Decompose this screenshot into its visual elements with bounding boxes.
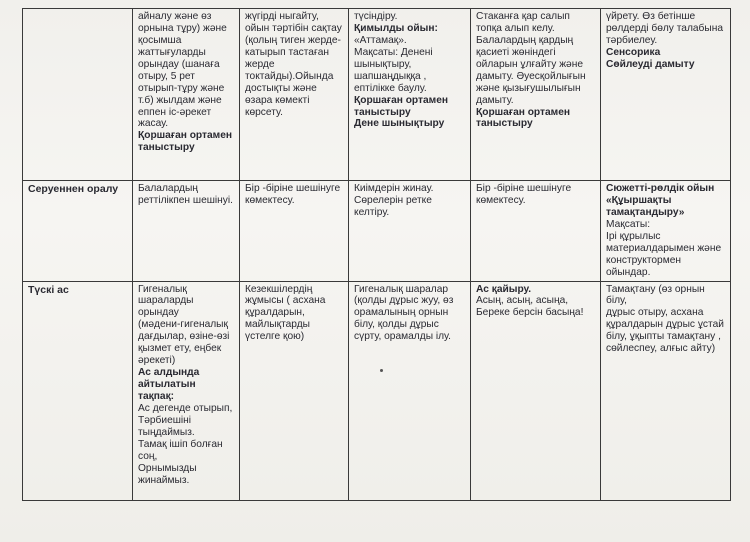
table-cell: Балалардың реттілікпен шешінуі. (133, 181, 240, 282)
table-row (23, 281, 731, 500)
table-cell: Гигеналық шаралар (қолды дұрыс жуу, өз орамалының орнын білу, қолды дұрыс сүрту, орамалды ілу. (349, 281, 471, 500)
table-cell: Бір -біріне шешінуге көмектесу. (240, 181, 349, 282)
ink-dot (380, 369, 383, 372)
table-cell: үйрету. Өз бетінше рөлдерді бөлу талабына тәрбиелеу. Сенсорика Сөйлеуді дамыту (601, 9, 731, 181)
table-cell: Ас қайыру. Асың, асың, асыңа, Береке берсін басыңа! (471, 281, 601, 500)
table-cell: Киімдерін жинау. Сөрелерін ретке келтіру. (349, 181, 471, 282)
table-cell: Стаканға қар салып топқа алып келу. Балалардың қардың қасиеті жөніндегі ойларын ұлғайту және дамыту. Әуесқойлығын және қызығушылығын дамыту. Қоршаған ортамен таныстыру (471, 9, 601, 181)
table-cell: айналу және өз орнына тұру) және қосымша жаттығуларды орындау (шанаға отыру, 5 рет отырып-тұру және т.б) жылдам және еппен іс-әрекет жасау. Қоршаған ортамен таныстыру (133, 9, 240, 181)
table-row (23, 9, 731, 181)
table-cell: Кезекшілердің жұмысы ( асхана құралдарын, майлықтарды үстелге қою) (240, 281, 349, 500)
table-cell: Бір -біріне шешінуге көмектесу. (471, 181, 601, 282)
table-row (23, 181, 731, 282)
row-title-walk-return: Серуеннен оралу (23, 181, 133, 282)
table-cell: жүгірді ныгайту, ойын тәртібін сақтау (қолың тиген жерде- катырып тастаған жерде токтайды).Ойында достықты және өзара көмекті көрсету. (240, 9, 349, 181)
table-cell: түсіндіру. Қимылды ойын: «Аттамақ». Мақсаты: Денені шынықтыру, шапшаңдыққа , ептілікке баулу. Қоршаған ортамен таныстыру Дене шынықтыру (349, 9, 471, 181)
row-title-lunch: Түскі ас (23, 281, 133, 500)
row-title (23, 9, 133, 181)
table-cell: Гигеналық шараларды орындау (мәдени-гигеналық дағдылар, өзіне-өзі қызмет ету, еңбек әрекеті) Ас алдында айтылатын тақпақ: Ас дегенде отырып, Тәрбиешіні тыңдаймыз. Тамақ ішіп болған соң, Орнымызды жинаймыз. (133, 281, 240, 500)
daily-plan-table (22, 8, 731, 501)
table-cell: Сюжетті-рөлдік ойын «Құыршақты тамақтандыру» Мақсаты: Ірі құрылыс материалдарымен және конструктормен ойындар. (601, 181, 731, 282)
table-cell: Тамақтану (өз орнын білу, дұрыс отыру, асхана құралдарын дұрыс ұстай білу, ұқыпты тамақтану , сөйлеспеу, алғыс айту) (601, 281, 731, 500)
